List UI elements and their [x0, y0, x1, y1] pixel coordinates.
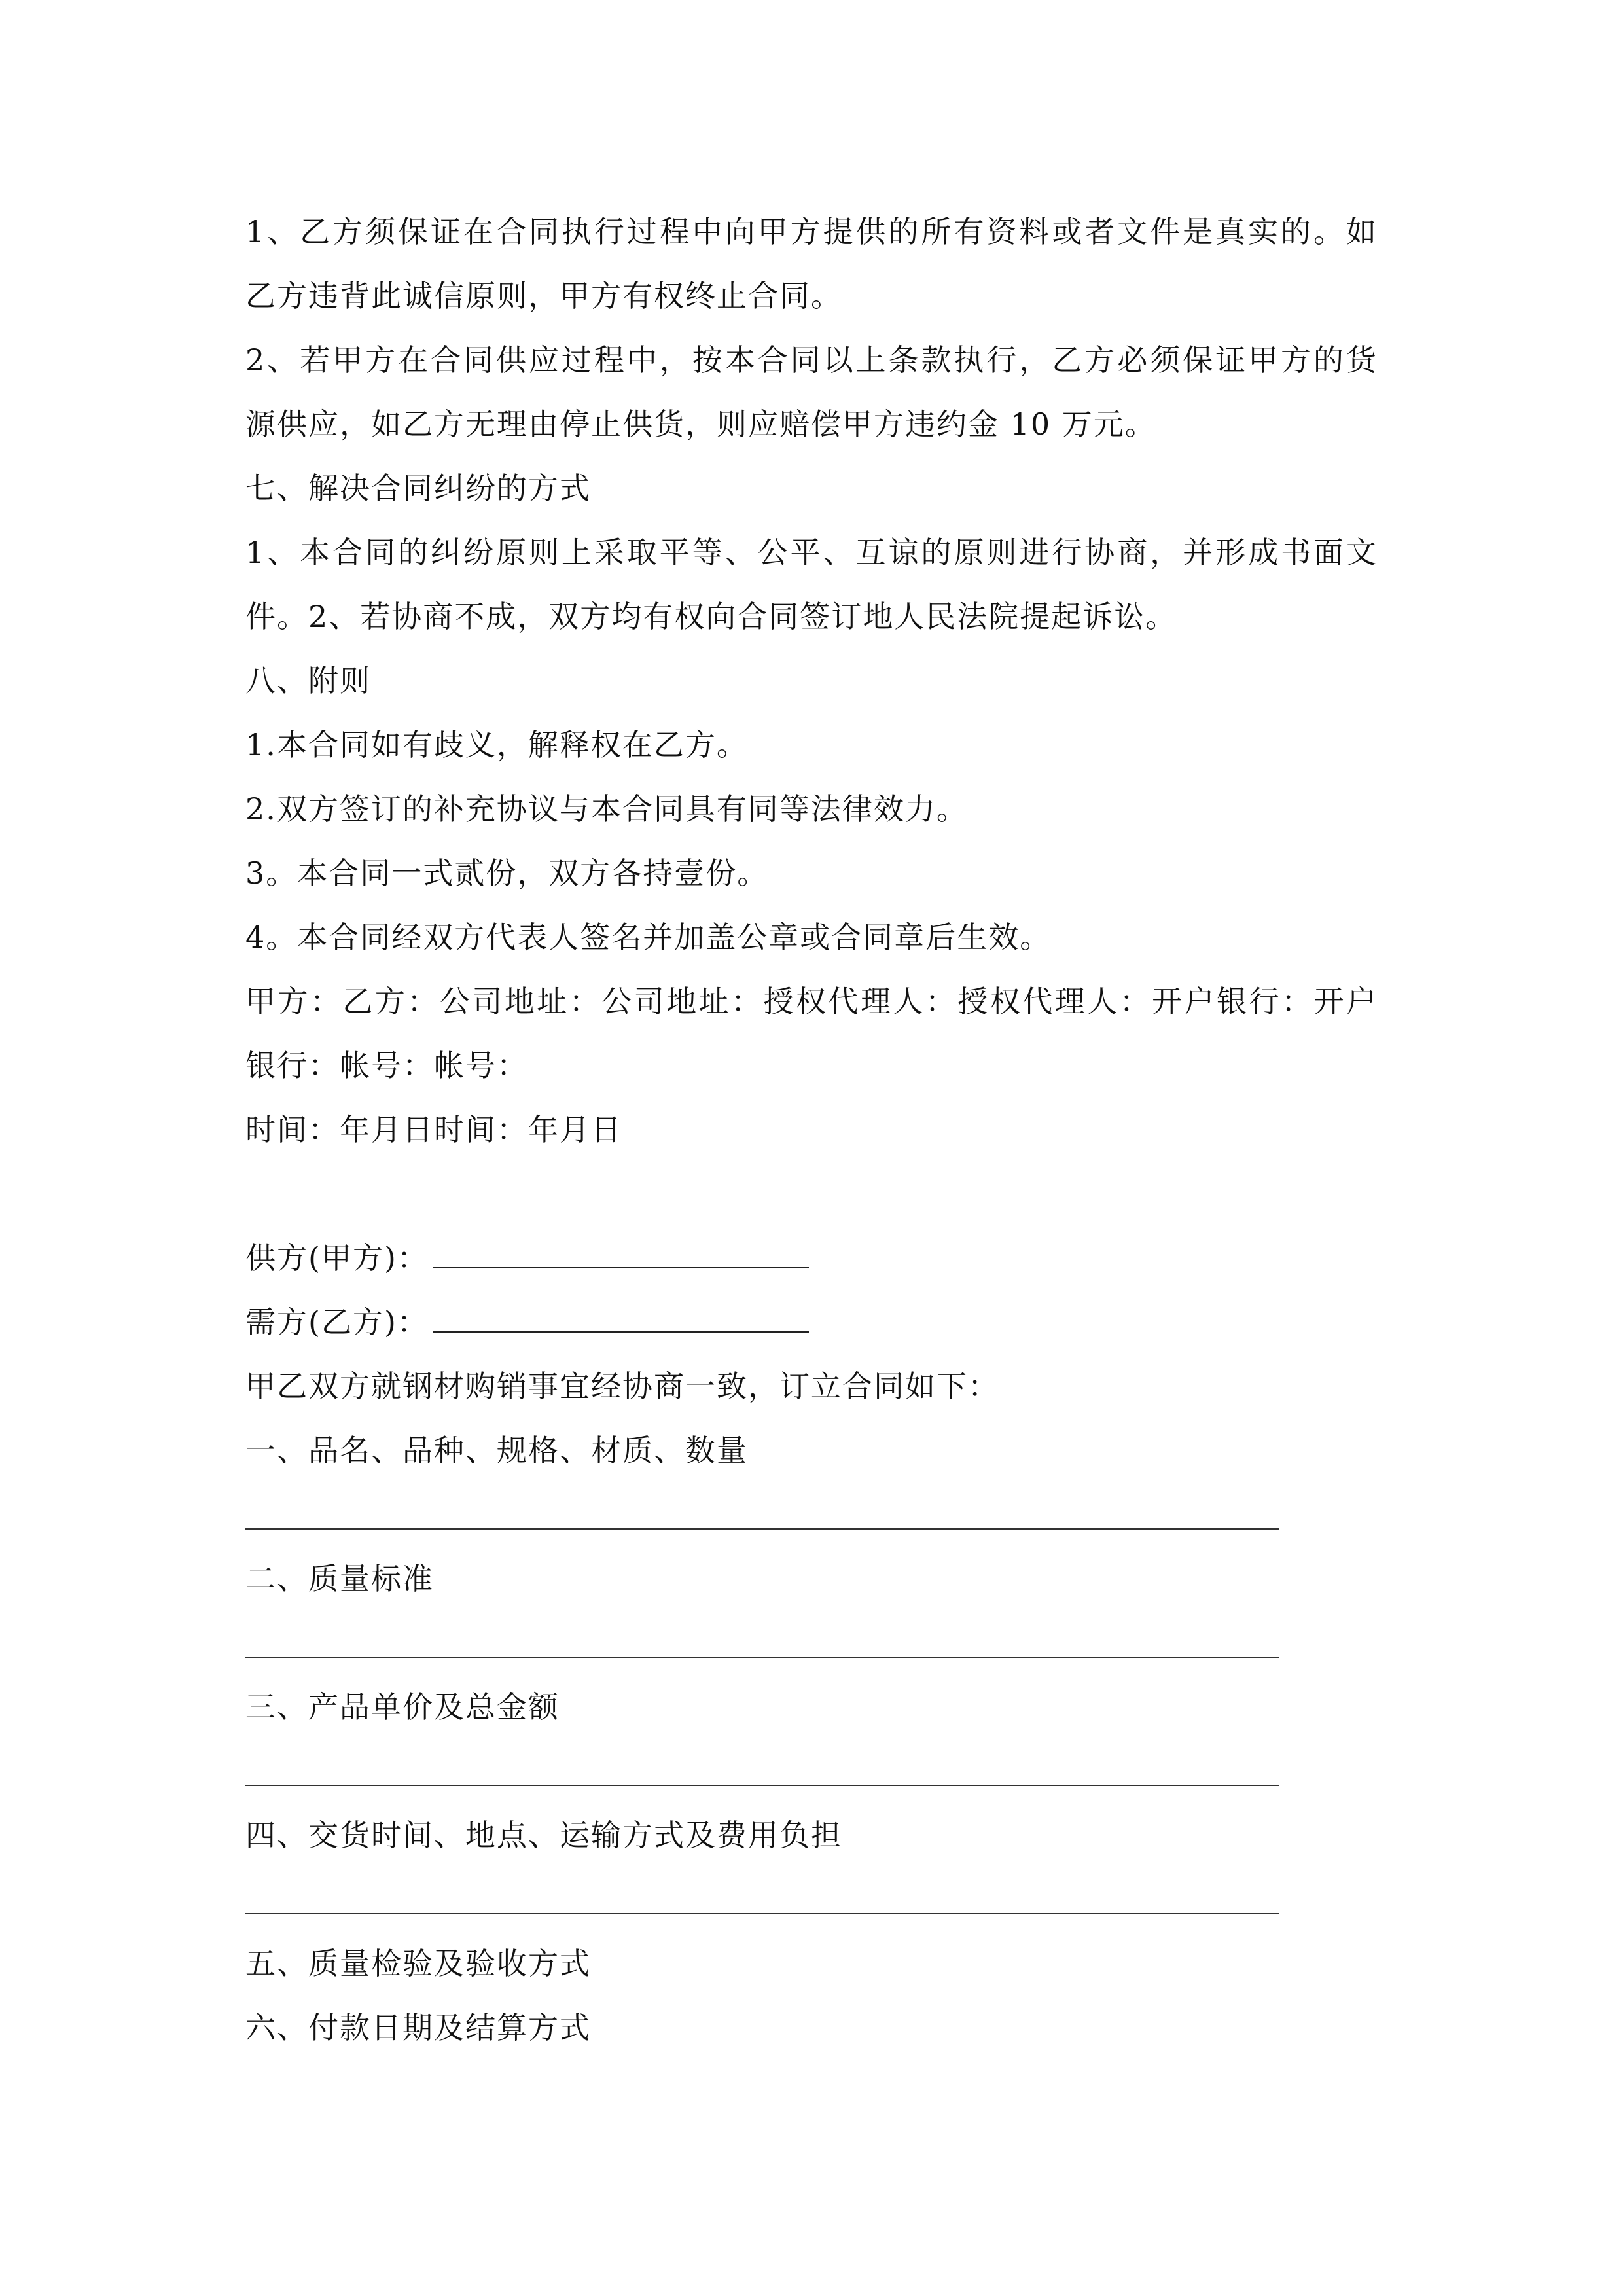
- section-heading: 八、附则: [245, 663, 371, 698]
- paragraph-line: 1、本合同的纠纷原则上采取平等、公平、互谅的原则进行协商，并形成书面文: [245, 535, 1378, 570]
- paragraph-line: 1、乙方须保证在合同执行过程中向甲方提供的所有资料或者文件是真实的。如: [245, 214, 1378, 249]
- paragraph-line: 4。本合同经双方代表人签名并加盖公章或合同章后生效。: [245, 920, 1052, 955]
- signature-fields-line: 银行：帐号：帐号：: [245, 1048, 528, 1083]
- paragraph-line: 乙方违背此诚信原则，甲方有权终止合同。: [245, 278, 842, 314]
- fill-in-line: [245, 1611, 1378, 1675]
- supplier-blank: [433, 1241, 809, 1268]
- fill-in-line: [245, 1739, 1378, 1803]
- spacer: [245, 1162, 1378, 1226]
- buyer-blank: [433, 1305, 809, 1333]
- buyer-label: 需方(乙方)：: [245, 1304, 429, 1340]
- paragraph-line: 源供应，如乙方无理由停止供货，则应赔偿甲方违约金 10 万元。: [245, 406, 1156, 442]
- fill-in-line: [245, 1482, 1378, 1547]
- paragraph-line: 2.双方签订的补充协议与本合同具有同等法律效力。: [245, 791, 968, 827]
- rule: [245, 1785, 1279, 1786]
- rule: [245, 1657, 1279, 1658]
- buyer-line: [245, 1290, 1378, 1354]
- section-heading: 三、产品单价及总金额: [245, 1689, 560, 1725]
- paragraph-line: 3。本合同一式贰份，双方各持壹份。: [245, 855, 769, 891]
- section-heading: 一、品名、品种、规格、材质、数量: [245, 1433, 748, 1468]
- rule: [245, 1528, 1279, 1530]
- contract-intro: 甲乙双方就钢材购销事宜经协商一致，订立合同如下：: [245, 1369, 999, 1404]
- rule: [245, 1913, 1279, 1914]
- supplier-line: [245, 1226, 1378, 1290]
- paragraph-line: 件。2、若协商不成，双方均有权向合同签订地人民法院提起诉讼。: [245, 599, 1177, 634]
- paragraph-line: 2、若甲方在合同供应过程中，按本合同以上条款执行，乙方必须保证甲方的货: [245, 342, 1378, 378]
- document-body: [245, 200, 1378, 2060]
- paragraph-line: 1.本合同如有歧义，解释权在乙方。: [245, 727, 748, 762]
- section-heading: 六、付款日期及结算方式: [245, 2010, 591, 2045]
- supplier-label: 供方(甲方)：: [245, 1240, 429, 1276]
- section-heading: 七、解决合同纠纷的方式: [245, 471, 591, 506]
- section-heading: 四、交货时间、地点、运输方式及费用负担: [245, 1818, 842, 1853]
- fill-in-line: [245, 1867, 1378, 1931]
- section-heading: 五、质量检验及验收方式: [245, 1946, 591, 1981]
- signature-fields-line: 甲方：乙方：公司地址：公司地址：授权代理人：授权代理人：开户银行：开户: [245, 984, 1378, 1019]
- signature-date-line: 时间：年月日时间：年月日: [245, 1112, 622, 1147]
- section-heading: 二、质量标准: [245, 1561, 434, 1596]
